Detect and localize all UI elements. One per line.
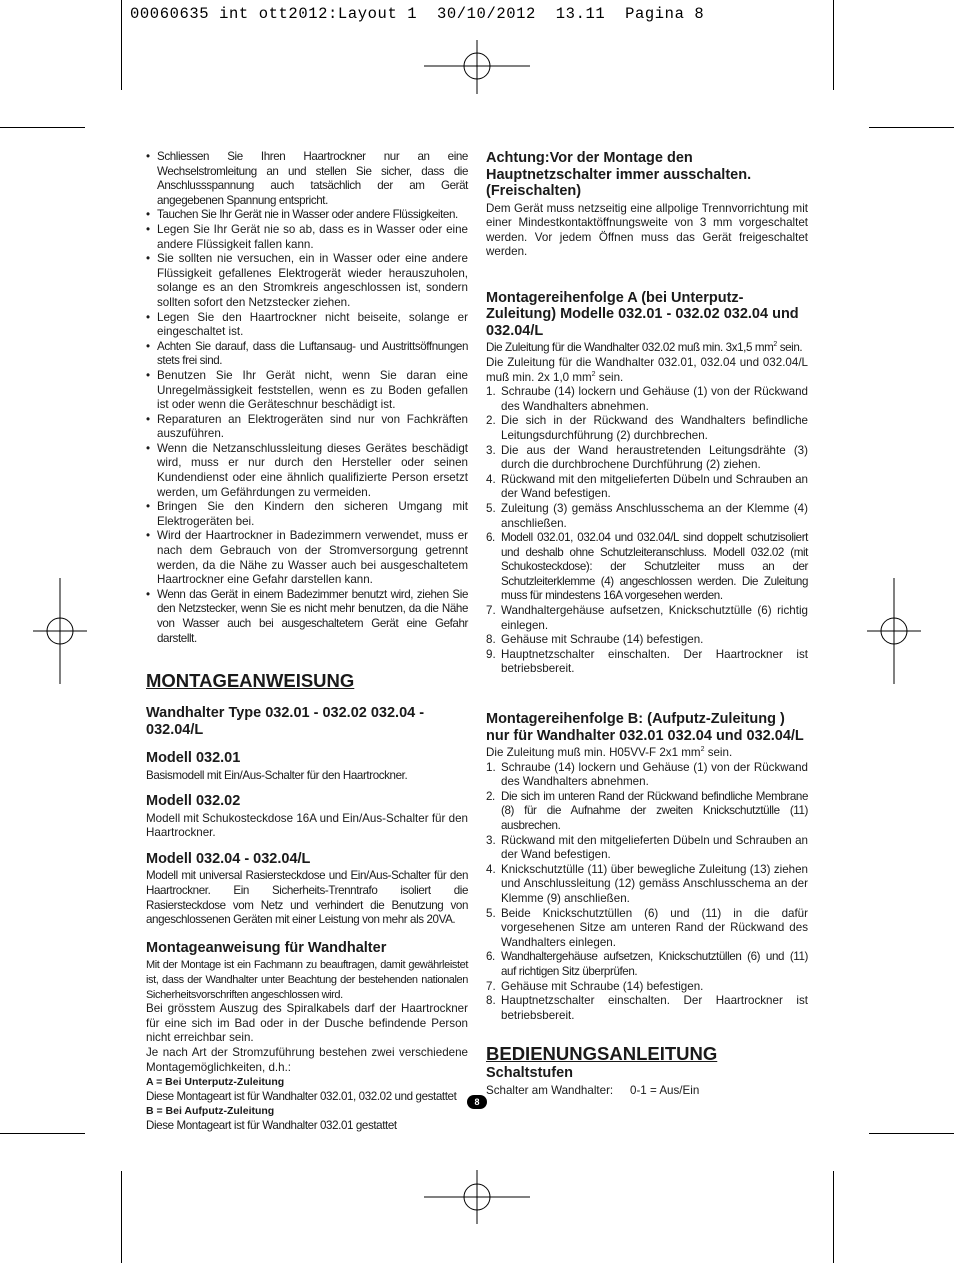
wandhalter-heading: Wandhalter Type 032.01 - 032.02 032.04 - 032.04/L — [146, 705, 425, 738]
list-item: • Tauchen Sie Ihr Gerät nie in Wasser oder andere Flüssigkeiten. — [146, 208, 468, 223]
list-item: • Achten Sie darauf, dass die Luftansaug- und Austrittsöffnungen stets frei sind. — [146, 340, 468, 369]
modell-description: Basismodell mit Ein/Aus-Schalter für den Haartrockner. — [146, 768, 408, 782]
paragraph: Bei grösstem Auszug des Spiralkabels darf der Haartrockner für eine sich im Bad oder in der Dusche befindende Person nicht erreichbar sein. — [146, 1002, 468, 1045]
page-number: 8 — [467, 1095, 487, 1109]
paragraph: Je nach Art der Stromzuführung bestehen zwei verschiedene Montagemöglichkeiten, d.h.: — [146, 1045, 468, 1074]
montage-a-steps — [486, 385, 808, 677]
crop-mark — [833, 1171, 834, 1263]
left-column — [146, 150, 468, 1133]
list-item: 6. Wandhaltergehäuse aufsetzen, Knickschutztüllen (6) und (11) auf richtigen Sitz überprüfen. — [486, 950, 808, 978]
list-item: • Legen Sie Ihr Gerät nie so ab, dass es in Wasser oder eine andere Flüssigkeit fallen kann. — [146, 223, 468, 252]
montage-b-intro: Die Zuleitung muß min. H05VV-F 2x1 $mm^2$ sein. — [486, 746, 733, 760]
option-a-label: A = Bei Unterputz-Zuleitung — [146, 1076, 285, 1089]
list-item: • Wenn das Gerät in einem Badezimmer benutzt wird, ziehen Sie den Netzstecker, wenn Sie es nicht mehr benutzen, da die Nähe von Wasser auch bei ausgeschaltetem Gerät eine Gefahr darstellt. — [146, 588, 468, 646]
list-item: 7. Gehäuse mit Schraube (14) befestigen. — [486, 979, 704, 993]
montage-heading: MONTAGEANWEISUNG — [146, 670, 355, 692]
list-item: • Reparaturen an Elektrogeräten sind nur von Fachkräften auszuführen. — [146, 413, 468, 442]
option-b-text: Diese Montageart ist für Wandhalter 032.01 gestattet — [146, 1118, 397, 1132]
list-item: 9. Hauptnetzschalter einschalten. Der Haartrockner ist betriebsbereit. — [486, 647, 808, 676]
list-item: 4. Knickschutztülle (11) über bewegliche Zuleitung (13) ziehen und Anschlussleitung (12) gemäss Anschlusschema an der Klemme (9) anschließen. — [486, 862, 808, 905]
schaltstufen-row — [486, 1084, 808, 1099]
option-b-label: B = Bei Aufputz-Zuleitung — [146, 1105, 275, 1118]
option-a-text: Diese Montageart ist für Wandhalter 032.01, 032.02 und gestattet — [146, 1089, 457, 1103]
montage-b-heading: Montagereihenfolge B: (Aufputz-Zuleitung ) nur für Wandhalter 032.01 032.04 und 032.04/L — [486, 711, 804, 744]
crop-mark — [121, 0, 122, 90]
montage-a-intro: Die Zuleitung für die Wandhalter 032.01, 032.04 und 032.04/L muß min. 2x 1,0 $mm^2$ sein. — [486, 355, 808, 384]
list-item: 8. Gehäuse mit Schraube (14) befestigen. — [486, 633, 704, 647]
list-item: 1. Schraube (14) lockern und Gehäuse (1) von der Rückwand des Wandhalters abnehmen. — [486, 385, 808, 413]
crop-mark — [833, 0, 834, 90]
schalter-label: Schalter am Wandhalter: — [486, 1083, 614, 1097]
modell-description: Modell mit universal Rasiersteckdose und Ein/Aus-Schalter für den Haartrockner. Ein Sicherheits-Trenntrafo isoliert die Rasiersteckdose vom Netz und verhindert die Benutzung von angeschlossenen Geräten mit einer Leistung von mehr als 20VA. — [146, 869, 468, 927]
list-item: • Wird der Haartrockner in Badezimmern verwendet, muss er nach dem Gebrauch von der Stromversorgung getrennt werden, da die Nähe zu Wasser auch bei ausgeschaltetem Haartrockner eine Gefahr darstellen kann. — [146, 529, 468, 587]
registration-mark-left — [33, 578, 87, 684]
modell-heading: Modell 032.04 - 032.04/L — [146, 850, 311, 867]
modell-description: Modell mit Schukosteckdose 16A und Ein/Aus-Schalter für den Haartrockner. — [146, 811, 468, 840]
list-item: 5. Zuleitung (3) gemäss Anschlusschema an der Klemme (4) anschließen. — [486, 501, 808, 530]
list-item: • Bringen Sie den Kindern den sicheren Umgang mit Elektrogeräten bei. — [146, 500, 468, 529]
schaltstufen-heading: Schaltstufen — [486, 1065, 574, 1082]
crop-mark — [0, 1133, 85, 1134]
achtung-text: Dem Gerät muss netzseitig eine allpolige Trennvorrichtung mit einer Mindestkontaktöffnungsweite von 3 mm vorgeschaltet werden. Vor jedem Öffnen muss das Gerät freigeschaltet werden. — [486, 201, 808, 259]
list-item: 1. Schraube (14) lockern und Gehäuse (1) von der Rückwand des Wandhalters abnehmen. — [486, 760, 808, 789]
modell-heading: Modell 032.02 — [146, 793, 241, 810]
list-item: 4. Rückwand mit den mitgelieferten Dübeln und Schrauben an der Wand befestigen. — [486, 472, 808, 501]
schalter-value: 0-1 = Aus/Ein — [630, 1083, 700, 1097]
list-item: 2. Die sich in der Rückwand des Wandhalters befindliche Leitungsdurchführung (2) durchbrechen. — [486, 414, 808, 442]
wand-heading: Montageanweisung für Wandhalter — [146, 939, 387, 956]
right-column — [486, 150, 808, 1098]
list-item: 3. Die aus der Wand heraustretenden Leitungsdrähte (3) durch die durchbrochene Durchführung (2) ziehen. — [486, 443, 808, 472]
montage-a-heading: Montagereihenfolge A (bei Unterputz-Zuleitung) Modelle 032.01 - 032.02 032.04 und 032.04/L — [486, 289, 799, 339]
bedienung-heading: BEDIENUNGSANLEITUNG — [486, 1043, 718, 1065]
list-item: 5. Beide Knickschutztüllen (6) und (11) in die dafür vorgesehenen Sitze am unteren Rand der Rückwand des Wandhalters einlegen. — [486, 906, 808, 949]
list-item: 2. Die sich im unteren Rand der Rückwand befindliche Membrane (8) für die Aufnahme der zweiten Knickschutztülle (11) ausbrechen. — [486, 789, 808, 832]
montage-a-intro: Die Zuleitung für die Wandhalter 032.02 muß min. 3x1,5 $mm^2$ sein. — [486, 341, 803, 355]
list-item: • Wenn die Netzanschlussleitung dieses Gerätes beschädigt wird, muss er nur durch den Hersteller oder seinen Kundendienst oder eine ähnlich qualifizierte Person ersetzt werden, um Gefährdungen zu vermeiden. — [146, 442, 468, 500]
list-item: • Legen Sie den Haartrockner nicht beiseite, solange er eingeschaltet ist. — [146, 311, 468, 340]
modell-heading: Modell 032.01 — [146, 750, 241, 767]
crop-mark — [869, 1133, 954, 1134]
safety-list — [146, 150, 468, 646]
paragraph: Mit der Montage ist ein Fachmann zu beauftragen, damit gewährleistet ist, dass der Wandhalter unter Beachtung der bestehenden nationalen Sicherheitsvorschriften angeschlossen wird. — [146, 959, 468, 1001]
registration-mark-bottom — [424, 1170, 530, 1224]
list-item: • Sie sollten nie versuchen, ein in Wasser oder eine andere Flüssigkeit gefallenes Elektrogerät wieder herauszuholen, solange es an den Stromkreis angeschlossen ist, sondern sollten sofort den Netzstecker ziehen. — [146, 252, 468, 310]
crop-mark — [869, 127, 954, 128]
list-item: • Schliessen Sie Ihren Haartrockner nur an eine Wechselstromleitung an und stellen Sie sicher, dass die Anschlussspannung auch tatsächlich der am Gerät angegebenen Spannung entspricht. — [146, 150, 468, 208]
montage-b-steps — [486, 761, 808, 1024]
crop-mark — [0, 127, 85, 128]
list-item: 8. Hauptnetzschalter einschalten. Der Haartrockner ist betriebsbereit. — [486, 994, 808, 1022]
list-item: • Benutzen Sie Ihr Gerät nicht, wenn Sie daran eine Unregelmässigkeit feststellen, wenn es zu Boden gefallen ist oder wenn die Geräteschnur beschädigt ist. — [146, 369, 468, 413]
registration-mark-top — [424, 40, 530, 94]
crop-mark — [121, 1171, 122, 1263]
list-item: 7. Wandhaltergehäuse aufsetzen, Knickschutztülle (6) richtig einlegen. — [486, 604, 808, 632]
achtung-heading: Achtung:Vor der Montage den Hauptnetzschalter immer ausschalten. (Freischalten) — [486, 150, 752, 199]
registration-mark-right — [867, 578, 921, 684]
print-slug: 00060635 int ott2012:Layout 1 30/10/2012 13.11 Pagina 8 — [130, 5, 705, 23]
list-item: 6. Modell 032.01, 032.04 und 032.04/L sind doppelt schutzisoliert und deshalb ohne Schutzleiteranschluss. Modell 032.02 (mit Schukosteckdose): der Schutzleiter muss an der Schutzleiterklemme (4) angeschlossen werden. Die Zuleitung muss für mindestens 16A vorgesehen werden. — [486, 531, 808, 603]
list-item: 3. Rückwand mit den mitgelieferten Dübeln und Schrauben an der Wand befestigen. — [486, 833, 808, 862]
